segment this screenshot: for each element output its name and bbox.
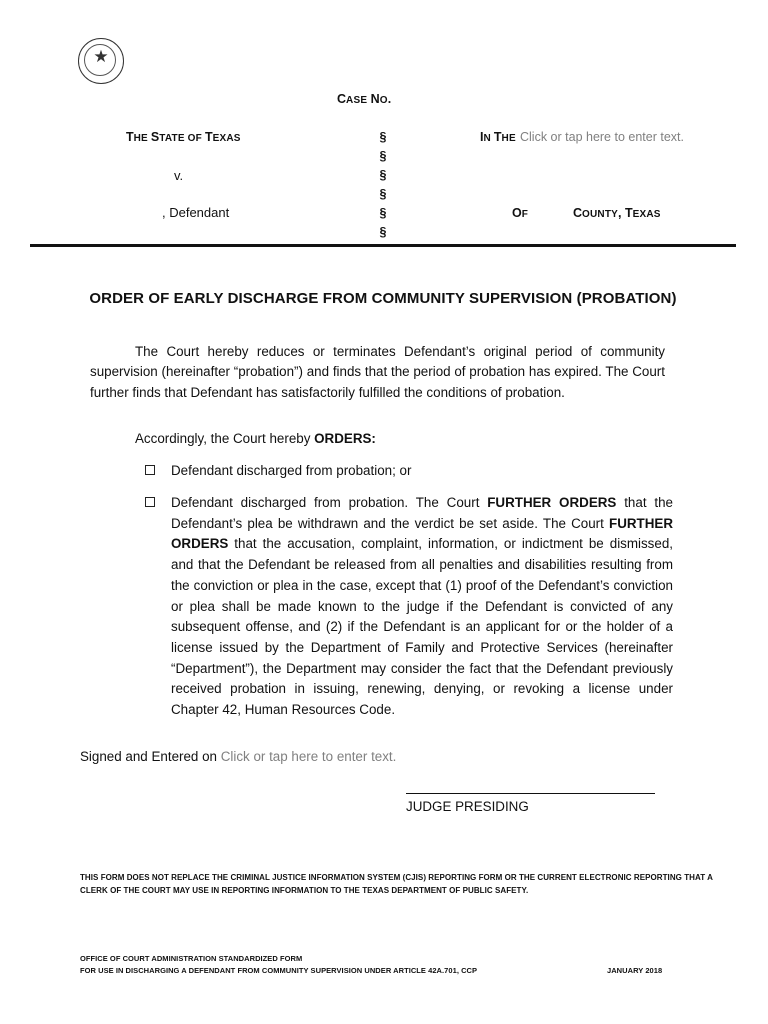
section-symbol: § [379,206,387,220]
option2-text: Defendant discharged from probation. The Court FURTHER ORDERS that the Defendant’s plea be withdrawn and the verdict be set aside. The Court FURTHER ORDERS that the accusation, complaint, information, or indictment be dismissed, and that the Defendant be released from all penalties and disabilities resulting from the conviction or plea in the case, except that (1) proof of the Defendant’s conviction or plea shall be made known to the judge if the Defendant is convicted of any subsequent offense, and (2) if the Defendant is an applicant for or the holder of a license issued by the Department of Family and Protective Services (hereinafter “Department”), the Department may consider the fact that the Defendant previously received probation in issuing, renewing, denying, or revoking a license under Chapter 42, Human Resources Code. [171,495,673,718]
orders-lead: Accordingly, the Court hereby ORDERS: [135,431,376,446]
versus-label: v. [174,168,184,183]
of-label: OF [512,206,529,220]
header-divider [30,244,736,247]
section-symbol: § [379,225,387,239]
section-symbol: § [379,187,387,201]
signature-line [406,793,655,794]
cjis-notice: THIS FORM DOES NOT REPLACE THE CRIMINAL JUSTICE INFORMATION SYSTEM (CJIS) REPORTING FORM OR THE CURRENT ELECTRONIC REPORTING THAT A CLERK OF THE COURT MAY USE IN REPORTING INFORMATION TO THE TEXAS DEPARTMENT OF PUBLIC SAFETY. [80,873,713,895]
star-icon: ★ [93,47,109,66]
in-the-label: IN THE [480,130,516,144]
findings-paragraph: The Court hereby reduces or terminates Defendant’s original period of community supervision (hereinafter “probation”) and finds that the period of probation has expired. The Court further finds that Defendant has satisfactorily fulfilled the conditions of probation. [90,344,665,400]
defendant-label: , Defendant [162,205,230,220]
option1-label: Defendant discharged from probation; or [171,463,412,478]
case-number-label: CASE NO. [337,92,392,106]
county-texas-label: COUNTY, TEXAS [573,206,661,220]
footer-date: JANUARY 2018 [607,966,663,975]
judge-presiding-label: JUDGE PRESIDING [406,799,529,814]
signed-entered-line: Signed and Entered on Click or tap here to enter text. [80,749,397,764]
footer-office-line: OFFICE OF COURT ADMINISTRATION STANDARDIZED FORM [80,954,303,963]
section-symbol: § [379,168,387,182]
footer-usage-line: FOR USE IN DISCHARGING A DEFENDANT FROM COMMUNITY SUPERVISION UNDER ARTICLE 42A.701, CCP [80,966,478,975]
texas-seal-icon [78,38,124,84]
court-name-field[interactable]: Click or tap here to enter text. [520,130,684,144]
signed-date-field[interactable]: Click or tap here to enter text. [220,749,397,764]
state-of-texas-label: THE STATE OF TEXAS [126,130,241,144]
order-title: ORDER OF EARLY DISCHARGE FROM COMMUNITY SUPERVISION (PROBATION) [89,290,677,307]
section-symbol: § [379,130,387,144]
option2-checkbox[interactable] [145,497,155,507]
option1-checkbox[interactable] [145,465,155,475]
section-symbol: § [379,149,387,163]
